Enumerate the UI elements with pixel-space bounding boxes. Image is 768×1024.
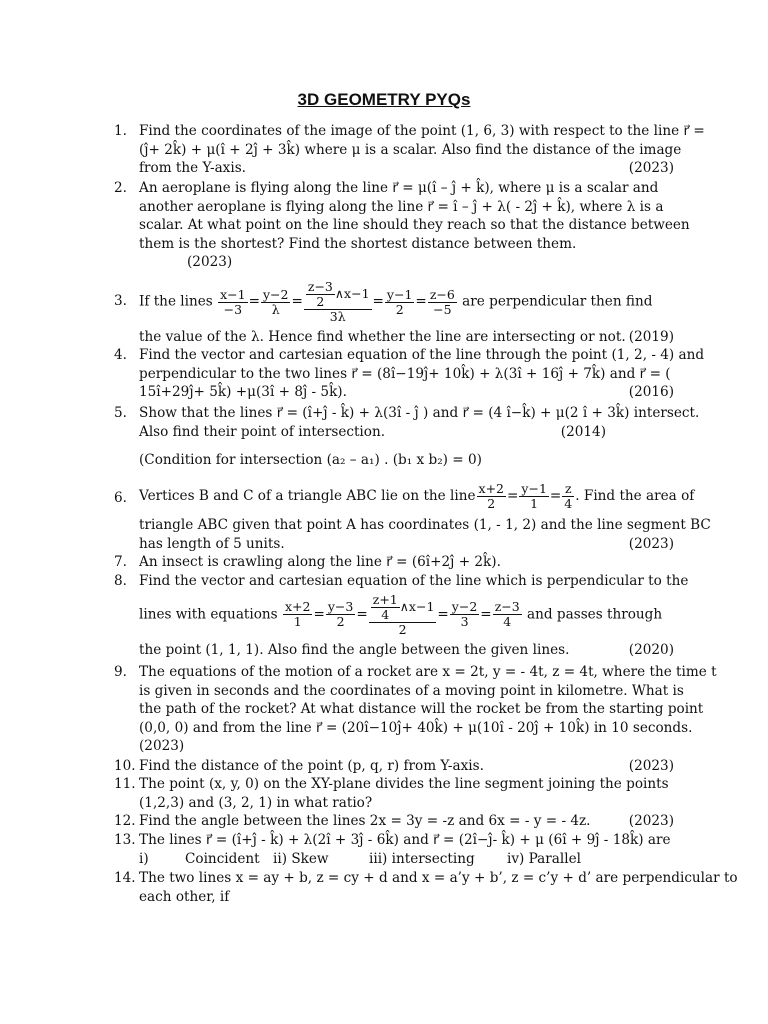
option-skew: ii) Skew <box>273 850 329 867</box>
nested-fraction: $\frac{z+1}{4}$ ∧x−1 2 <box>369 593 437 637</box>
year-label: (2014) <box>560 423 606 440</box>
option-intersecting: iii) intersecting <box>369 850 475 867</box>
question-3: 3. If the lines $\frac{x-1}{-3}$ = $\frac{y-2}{\lambda}$ = $\frac{z-3}{2}$ ∧x−1 3λ = $\frac{y-1}{2}$ = $\frac{z-6}{-5}$ are perpendicular then find the value of the λ. Hence find whether the line are intersecting or not. (2019) <box>114 279 674 345</box>
question-text: (1,2,3) and (3, 2, 1) in what ratio? <box>139 794 373 811</box>
question-text: and passes through <box>527 606 663 623</box>
question-number: 13. <box>114 832 136 848</box>
page-title: 3D GEOMETRY PYQs <box>297 90 471 109</box>
question-text: perpendicular to the two lines r⃗ = (8î−19ĵ+ 10k̂) + λ(3î + 16ĵ + 7k̂) and r⃗ = ( <box>139 365 671 382</box>
question-number: 12. <box>114 813 136 829</box>
question-number: 11. <box>114 776 136 792</box>
question-number: 14. <box>114 870 136 886</box>
question-6: 6. Vertices B and C of a triangle ABC lie on the line $\frac{x+2}{2}$ = $\frac{y-1}{1}$ = $\frac{z}{4}$ . Find the area of triangle ABC given that point A has coordinates (1, - 1, 2) and the line segment BC has length of 5 units. (2023) <box>114 481 711 552</box>
year-label: (2023) <box>628 535 674 552</box>
question-2 <box>114 179 690 272</box>
question-10 <box>114 757 674 776</box>
question-text: lines with equations <box>139 606 278 623</box>
question-text: Find the coordinates of the image of the point (1, 6, 3) with respect to the line r⃗ = <box>139 123 705 139</box>
question-text: the point (1, 1, 1). Also find the angle between the given lines. <box>139 641 570 658</box>
question-text: Find the vector and cartesian equation of the line through the point (1, 2, - 4) and <box>139 347 705 363</box>
question-number: 10. <box>114 758 136 774</box>
year-label: (2019) <box>628 329 674 345</box>
fraction: $\frac{z}{4}$ <box>564 481 573 511</box>
question-14 <box>114 869 738 906</box>
question-text: The point (x, y, 0) on the XY-plane divides the line segment joining the points <box>139 776 669 792</box>
question-number: 4. <box>114 347 127 363</box>
year-label: (2020) <box>628 641 674 658</box>
fraction: $\frac{x+2}{2}$ <box>478 481 505 511</box>
year-label: (2023) <box>187 254 233 271</box>
question-5 <box>114 404 700 441</box>
intersection-condition-note: (Condition for intersection (a₂ – a₁) . (b₁ x b₂) = 0) <box>139 452 482 468</box>
question-text: The lines r⃗ = (î+ĵ - k̂) + λ(2î + 3ĵ - 6k̂) and r⃗ = (2î−ĵ- k̂) + μ (6î + 9ĵ - 18k̂) are <box>139 832 671 848</box>
question-text: Also find their point of intersection. <box>139 423 386 440</box>
question-text: them is the shortest? Find the shortest distance between them. <box>139 235 577 252</box>
question-text: Find the vector and cartesian equation of the line which is perpendicular to the <box>139 573 689 589</box>
question-text: The two lines x = ay + b, z = cy + d and x = a’y + b’, z = c’y + d’ are perpendicular to <box>139 870 738 886</box>
question-number: 7. <box>114 554 127 570</box>
year-label: (2023) <box>628 160 674 177</box>
question-text: (0,0, 0) and from the line r⃗ = (20î−10ĵ+ 40k̂) + μ(10î - 20ĵ + 10k̂) in 10 seconds. <box>139 719 693 736</box>
question-number: 1. <box>114 123 127 139</box>
question-number: 2. <box>114 180 127 196</box>
question-text: Show that the lines r⃗ = (î+ĵ - k̂) + λ(3î - ĵ ) and r⃗ = (4 î−k̂) + μ(2 î + 3k̂) intersect. <box>139 405 700 421</box>
question-text: is given in seconds and the coordinates of a moving point in kilometre. What is <box>139 682 684 699</box>
year-label: (2023) <box>628 758 674 774</box>
question-text: Find the angle between the lines 2x = 3y = -z and 6x = - y = - 4z. <box>139 813 591 829</box>
question-text: Vertices B and C of a triangle ABC lie on the line <box>139 488 476 504</box>
question-number: 8. <box>114 573 127 589</box>
question-text: the path of the rocket? At what distance will the rocket be from the starting point <box>139 701 704 718</box>
fraction: $\frac{y-2}{3}$ <box>451 599 478 630</box>
option-coincident: Coincident <box>185 850 260 867</box>
question-text: the value of the λ. Hence find whether the line are intersecting or not. <box>139 329 626 345</box>
nested-fraction: $\frac{z-3}{2}$ ∧x−1 3λ <box>304 280 372 324</box>
fraction: $\frac{y-1}{2}$ <box>386 286 413 317</box>
question-text: 15î+29ĵ+ 5k̂) +μ(3î + 8ĵ - 5k̂). <box>139 384 347 401</box>
question-number: 9. <box>114 664 127 680</box>
year-label: (2023) <box>628 813 674 829</box>
question-text: Find the distance of the point (p, q, r) from Y-axis. <box>139 758 484 774</box>
question-8: 8. Find the vector and cartesian equation of the line which is perpendicular to the lines with equations $\frac{x+2}{1}$ = $\frac{y-3}{2}$ = $\frac{z+1}{4}$ ∧x−1 2 = $\frac{y-2}{3}$ = $\frac{z-3}{4}$ and passes through the point (1, 1, 1). Also find the angle between the given lines. (2020) <box>114 573 689 658</box>
question-13 <box>114 831 674 868</box>
question-text: has length of 5 units. <box>139 535 285 552</box>
fraction: $\frac{y-2}{\lambda}$ <box>262 286 289 317</box>
fraction: $\frac{y-3}{2}$ <box>327 599 354 630</box>
fraction: $\frac{x+2}{1}$ <box>284 599 311 630</box>
year-label: (2023) <box>139 738 185 755</box>
question-number: 5. <box>114 405 127 421</box>
question-4 <box>114 346 705 402</box>
question-text: . Find the area of <box>575 488 695 504</box>
question-9 <box>114 663 717 756</box>
fraction: $\frac{z-3}{4}$ <box>494 599 520 630</box>
question-text: An aeroplane is flying along the line r⃗ = μ(î – ĵ + k̂), where μ is a scalar and <box>139 180 659 196</box>
question-text: An insect is crawling along the line r⃗ = (6î+2ĵ + 2k̂). <box>139 554 501 570</box>
question-text: scalar. At what point on the line should they reach so that the distance between <box>139 217 690 234</box>
question-text: another aeroplane is flying along the line r⃗ = î – ĵ + λ( - 2ĵ + k̂), where λ is a <box>139 198 664 215</box>
question-11 <box>114 775 674 812</box>
question-7 <box>114 553 674 572</box>
question-text: If the lines <box>139 293 213 310</box>
question-12 <box>114 812 674 831</box>
year-label: (2016) <box>628 384 674 401</box>
question-text: triangle ABC given that point A has coordinates (1, - 1, 2) and the line segment BC <box>139 517 711 533</box>
question-text: are perpendicular then find <box>462 293 653 310</box>
option-parallel: iv) Parallel <box>507 850 581 867</box>
question-text: each other, if <box>139 888 230 905</box>
question-number: 3. <box>114 293 127 309</box>
question-text: from the Y-axis. <box>139 160 246 177</box>
question-number: 6. <box>114 490 127 506</box>
question-1 <box>114 122 705 178</box>
fraction: $\frac{z-6}{-5}$ <box>429 286 455 317</box>
answer-options <box>139 850 674 869</box>
fraction: $\frac{x-1}{-3}$ <box>220 286 246 317</box>
option-marker: i) <box>139 850 149 867</box>
question-text: (ĵ+ 2k̂) + μ(î + 2ĵ + 3k̂) where μ is a scalar. Also find the distance of the image <box>139 141 682 158</box>
question-text: The equations of the motion of a rocket are x = 2t, y = - 4t, z = 4t, where the time t <box>139 664 717 680</box>
fraction: $\frac{y-1}{1}$ <box>521 481 547 511</box>
